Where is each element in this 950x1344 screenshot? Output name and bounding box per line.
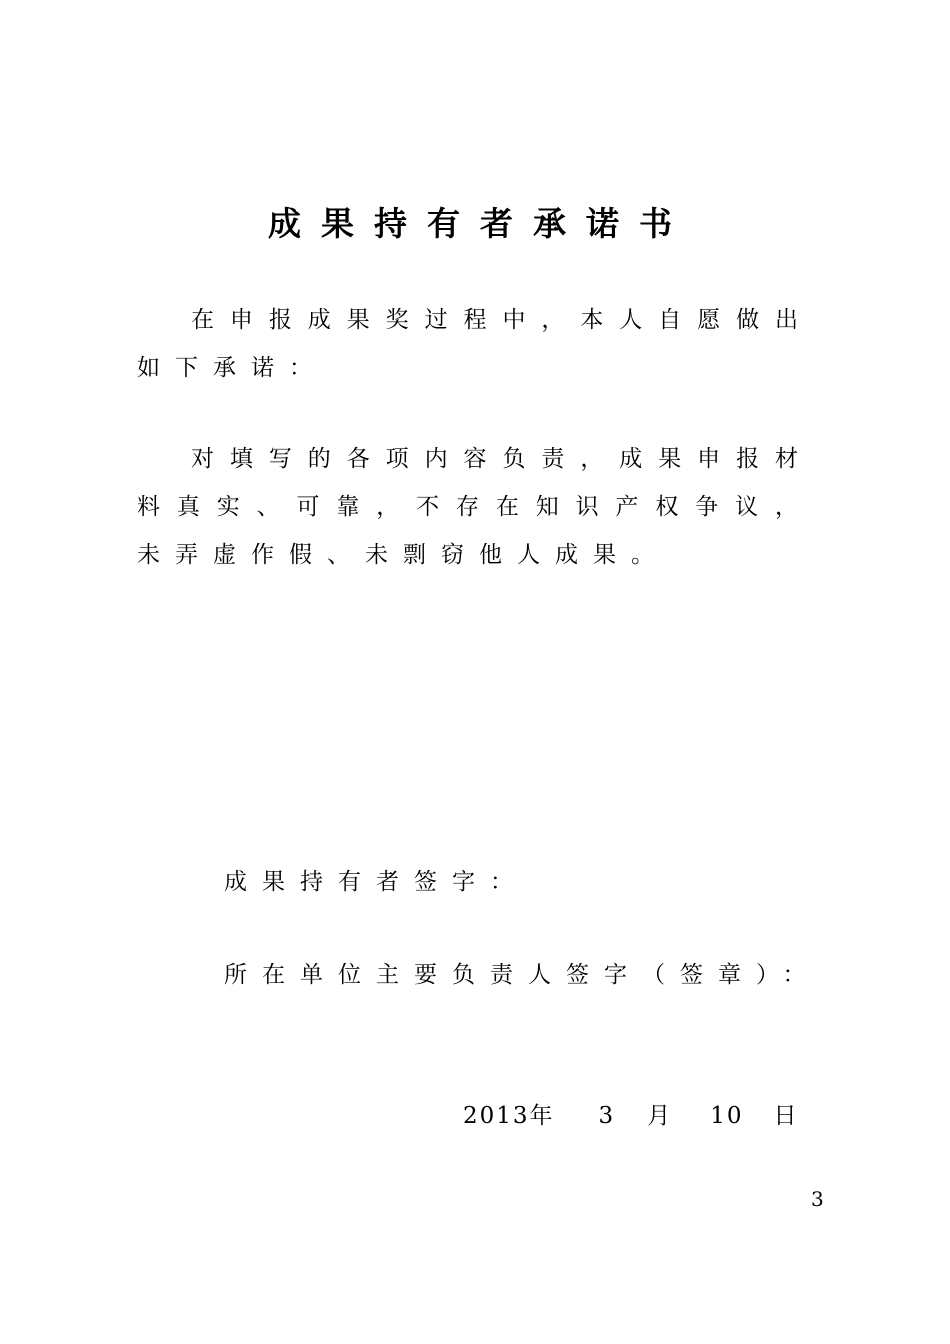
date-line (463, 1096, 796, 1136)
unit-leader-signature-label: 所在单位主要负责人签字（签章）： (224, 962, 821, 988)
date-day: 10 (710, 1103, 744, 1129)
date-month-unit: 月 (647, 1103, 671, 1129)
date-year: 2013年 (463, 1103, 555, 1129)
document-title: 成果持有者承诺书 (268, 204, 692, 243)
date-day-unit: 日 (773, 1103, 797, 1129)
date-month: 3 (598, 1103, 614, 1129)
commitment-intro-paragraph: 在申报成果奖过程中，本人自愿做出如下承诺： (137, 307, 813, 381)
holder-signature-label: 成果持有者签字： (224, 869, 528, 895)
commitment-body-paragraph: 对填写的各项内容负责，成果申报材料真实、可靠，不存在知识产权争议，未弄虚作假、未剽窃他人成果。 (137, 446, 813, 568)
page-number: 3 (811, 1187, 824, 1211)
